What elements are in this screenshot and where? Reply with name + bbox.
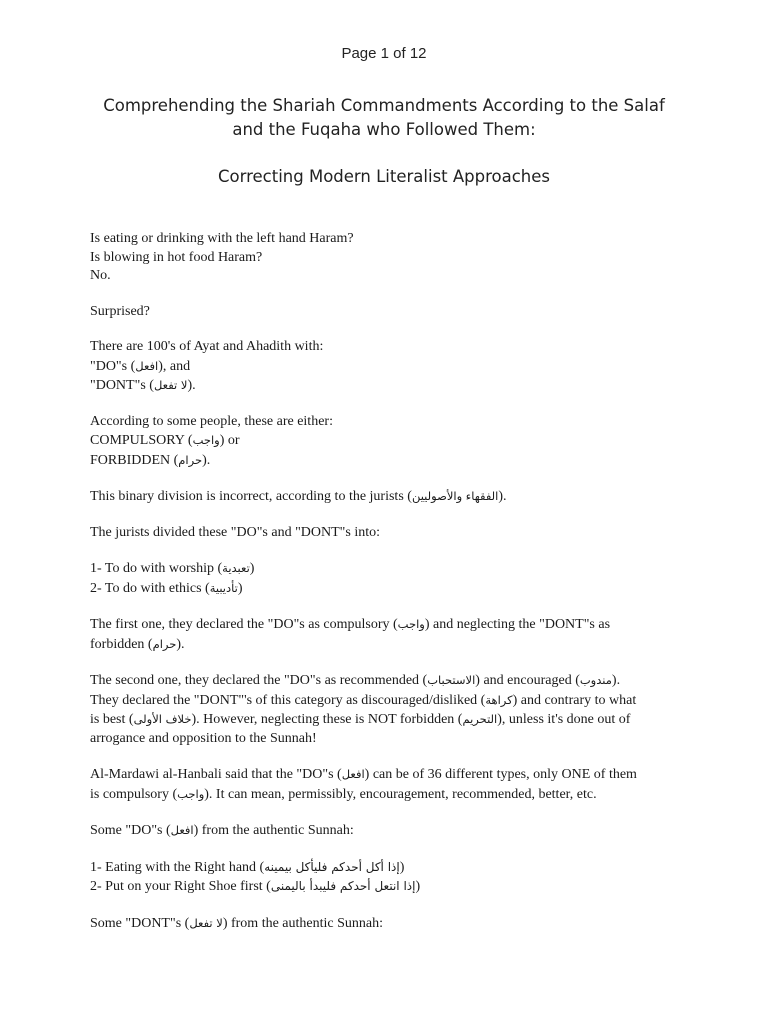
document-body xyxy=(90,230,690,950)
text-span: The second one, they declared the "DO"s as recommended ( xyxy=(90,673,428,688)
text-line: The jurists divided these "DO"s and "DONT"s into: xyxy=(90,524,380,540)
arabic-term: كراهة xyxy=(485,692,513,707)
paragraph-surprised xyxy=(90,303,690,322)
paragraph-dos-list xyxy=(90,858,690,897)
text-line: According to some people, these are either: xyxy=(90,413,333,429)
arabic-term: افعل xyxy=(135,358,159,373)
text-line: There are 100's of Ayat and Ahadith with: xyxy=(90,339,324,354)
arabic-term: الفقهاء والأصوليين xyxy=(411,489,499,503)
arabic-term: خلاف الأولى xyxy=(133,712,192,726)
text-span: 2- Put on your Right Shoe first ( xyxy=(90,879,271,894)
list-item xyxy=(90,559,690,579)
text-span: ) or xyxy=(219,433,240,448)
text-line xyxy=(90,710,690,730)
arabic-term: التحريم xyxy=(462,712,498,726)
text-span: They declared the "DONT"'s of this category as discouraged/disliked ( xyxy=(90,692,486,708)
paragraph-al-mardawi xyxy=(90,765,690,804)
text-span: Some "DONT"s ( xyxy=(90,915,190,931)
title-line-2: and the Fuqaha who Followed Them: xyxy=(232,120,536,139)
arabic-term: واجب xyxy=(397,617,425,631)
text-line xyxy=(90,431,690,451)
list-item xyxy=(90,858,690,878)
text-span: ). xyxy=(176,636,185,652)
paragraph-some-dos xyxy=(90,821,690,841)
text-line: arrogance and opposition to the Sunnah! xyxy=(90,730,317,746)
text-span: ). However, neglecting these is NOT forbidden ( xyxy=(191,712,463,727)
text-span: ) from the authentic Sunnah: xyxy=(222,915,383,931)
text-line: No. xyxy=(90,268,111,283)
text-line xyxy=(90,691,690,711)
list-item xyxy=(90,579,690,599)
text-span: forbidden ( xyxy=(90,636,153,652)
text-line: Surprised? xyxy=(90,303,150,319)
arabic-term: افعل xyxy=(170,823,194,837)
text-span: ) and neglecting the "DONT"s as xyxy=(424,617,611,632)
arabic-term: الاستحباب xyxy=(427,673,476,687)
text-span: This binary division is incorrect, according to the jurists ( xyxy=(90,489,412,504)
text-span: ), and xyxy=(158,358,191,374)
text-span: is compulsory ( xyxy=(90,786,178,802)
text-span: ). xyxy=(611,673,621,688)
text-span: ) from the authentic Sunnah: xyxy=(193,823,354,838)
text-span: The first one, they declared the "DO"s as compulsory ( xyxy=(90,617,398,632)
paragraph-second-category xyxy=(90,671,690,748)
text-span: is best ( xyxy=(90,712,134,727)
title-line-1: Comprehending the Shariah Commandments According to the Salaf xyxy=(103,96,665,115)
text-span: FORBIDDEN ( xyxy=(90,452,179,468)
arabic-hadith: إذا أكل أحدكم فليأكل بيمينه xyxy=(264,859,400,874)
text-line xyxy=(90,357,690,377)
text-line xyxy=(90,487,690,507)
text-span: ) and contrary to what xyxy=(512,692,637,708)
text-span: ) xyxy=(237,580,243,596)
text-line xyxy=(90,821,690,841)
paragraph-binary-division xyxy=(90,487,690,507)
text-span: 1- Eating with the Right hand ( xyxy=(90,859,265,875)
arabic-term: تأديبية xyxy=(209,580,238,595)
text-span: ). xyxy=(187,378,196,393)
text-span: ) can be of 36 different types, only ONE of them xyxy=(364,767,637,782)
paragraph-some-donts xyxy=(90,914,690,934)
text-span: "DONT"s ( xyxy=(90,378,154,393)
arabic-term: واجب xyxy=(177,786,205,801)
text-span: ), unless it's done out of xyxy=(497,712,631,727)
text-line: Is blowing in hot food Haram? xyxy=(90,249,263,265)
text-line xyxy=(90,671,690,691)
text-span: ). xyxy=(498,489,507,504)
text-span: ) xyxy=(399,859,405,875)
arabic-hadith: إذا انتعل أحدكم فليبدأ باليمنى xyxy=(270,879,416,893)
arabic-term: افعل xyxy=(341,767,365,781)
arabic-term: لا تفعل xyxy=(189,915,223,930)
text-span: COMPULSORY ( xyxy=(90,433,193,448)
page-number: Page 1 of 12 xyxy=(341,45,427,62)
list-item xyxy=(90,877,690,897)
text-line xyxy=(90,451,690,471)
text-span: 2- To do with ethics ( xyxy=(90,580,210,596)
text-span: "DO"s ( xyxy=(90,358,136,374)
document-title-block xyxy=(60,94,708,189)
text-line xyxy=(90,765,690,785)
text-span: Al-Mardawi al-Hanbali said that the "DO"s ( xyxy=(90,767,342,782)
text-span: ) xyxy=(415,879,421,894)
text-line xyxy=(90,615,690,635)
text-span: 1- To do with worship ( xyxy=(90,561,223,576)
paragraph-first-category xyxy=(90,615,690,654)
paragraph-categories-list xyxy=(90,559,690,598)
text-line xyxy=(90,785,690,805)
paragraph-questions xyxy=(90,230,690,286)
text-span: ) xyxy=(249,561,255,576)
text-span: ). xyxy=(202,452,211,468)
paragraph-ayat-ahadith xyxy=(90,338,690,396)
text-span: Some "DO"s ( xyxy=(90,823,171,838)
arabic-term: حرام xyxy=(178,452,203,467)
arabic-term: حرام xyxy=(152,636,177,651)
document-subtitle: Correcting Modern Literalist Approaches xyxy=(217,167,551,186)
text-span: ) and encouraged ( xyxy=(475,673,580,688)
text-span: ). It can mean, permissibly, encouragement, recommended, better, etc. xyxy=(204,786,597,802)
arabic-term: لا تفعل xyxy=(153,378,188,392)
text-line xyxy=(90,635,690,655)
text-line: Is eating or drinking with the left hand Haram? xyxy=(90,231,354,246)
paragraph-some-people xyxy=(90,413,690,471)
text-line xyxy=(90,914,690,934)
arabic-term: واجب xyxy=(192,433,220,447)
paragraph-jurists-divided xyxy=(90,524,690,543)
text-line xyxy=(90,376,690,396)
arabic-term: تعبدية xyxy=(222,561,250,575)
arabic-term: مندوب xyxy=(579,673,612,687)
